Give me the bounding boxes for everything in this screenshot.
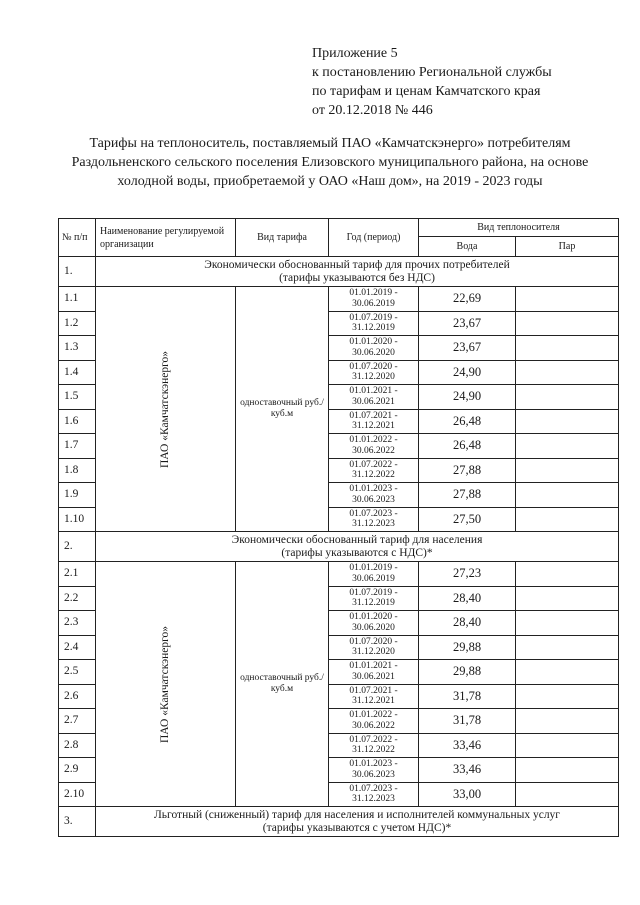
period-end: 30.06.2021 (352, 396, 395, 407)
period-end: 30.06.2022 (352, 445, 395, 456)
steam-value (516, 684, 619, 709)
water-value: 23,67 (419, 311, 516, 336)
header-period: Год (период) (329, 219, 419, 257)
period-end: 31.12.2021 (352, 421, 395, 432)
period-cell (329, 385, 419, 410)
period-start: 01.01.2022 - (349, 435, 398, 446)
row-num: 2.9 (59, 758, 96, 783)
period-start: 01.01.2020 - (349, 337, 398, 348)
org-name: ПАО «Камчатскэнерго» (158, 625, 171, 743)
water-value: 27,88 (419, 483, 516, 508)
steam-value (516, 758, 619, 783)
section-num: 2. (59, 532, 96, 562)
steam-value (516, 336, 619, 361)
period-start: 01.07.2020 - (349, 361, 398, 372)
header-water: Вода (419, 237, 516, 257)
period-cell (329, 409, 419, 434)
period-end: 31.12.2020 (352, 647, 395, 658)
row-num: 2.6 (59, 684, 96, 709)
period-cell (329, 684, 419, 709)
row-num: 1.7 (59, 434, 96, 459)
period-start: 01.01.2023 - (349, 759, 398, 770)
period-start: 01.01.2023 - (349, 484, 398, 495)
steam-value (516, 385, 619, 410)
section-title-line: Экономически обоснованный тариф для населения (231, 533, 483, 546)
steam-value (516, 507, 619, 532)
period-cell (329, 709, 419, 734)
period-start: 01.01.2022 - (349, 710, 398, 721)
row-num: 1.9 (59, 483, 96, 508)
period-cell (329, 287, 419, 312)
appendix-block (312, 44, 552, 120)
row-num: 1.2 (59, 311, 96, 336)
row-num: 1.3 (59, 336, 96, 361)
section-row (59, 532, 619, 562)
water-value: 22,69 (419, 287, 516, 312)
period-cell (329, 507, 419, 532)
period-end: 30.06.2019 (352, 573, 395, 584)
row-num: 1.4 (59, 360, 96, 385)
header-tariff-type: Вид тарифа (236, 219, 329, 257)
section-title-line: (тарифы указываются с учетом НДС)* (262, 821, 452, 834)
period-end: 31.12.2023 (352, 519, 395, 530)
section-title-line: (тарифы указываются с НДС)* (281, 546, 433, 559)
appendix-line: к постановлению Региональной службы (312, 65, 552, 80)
water-value: 29,88 (419, 660, 516, 685)
period-start: 01.01.2021 - (349, 661, 398, 672)
water-value: 24,90 (419, 360, 516, 385)
period-cell (329, 360, 419, 385)
row-num: 2.2 (59, 586, 96, 611)
tariff-type: одноставочный руб./куб.м (236, 287, 329, 532)
document-title: Тарифы на теплоноситель, поставляемый ПАО «Камчатскэнерго» потребителям Раздольненского сельского поселения Елизовского муниципального района, на основе холодной воды, приобретаемой у ОАО «Наш дом», на 2019 - 2023 годы (71, 136, 589, 189)
water-value: 27,88 (419, 458, 516, 483)
steam-value (516, 360, 619, 385)
steam-value (516, 483, 619, 508)
row-num: 1.8 (59, 458, 96, 483)
water-value: 31,78 (419, 684, 516, 709)
period-start: 01.07.2019 - (349, 587, 398, 598)
steam-value (516, 409, 619, 434)
water-value: 33,00 (419, 782, 516, 807)
period-end: 31.12.2022 (352, 745, 395, 756)
water-value: 23,67 (419, 336, 516, 361)
period-start: 01.07.2022 - (349, 459, 398, 470)
org-name-cell (96, 562, 236, 807)
appendix-line: по тарифам и ценам Камчатского края (312, 84, 541, 99)
period-start: 01.01.2019 - (349, 288, 398, 299)
period-end: 30.06.2023 (352, 769, 395, 780)
period-cell (329, 782, 419, 807)
period-cell (329, 660, 419, 685)
row-num: 2.7 (59, 709, 96, 734)
period-cell (329, 635, 419, 660)
period-start: 01.01.2020 - (349, 612, 398, 623)
steam-value (516, 635, 619, 660)
period-start: 01.07.2023 - (349, 783, 398, 794)
header-steam: Пар (516, 237, 619, 257)
period-end: 31.12.2022 (352, 470, 395, 481)
row-num: 2.5 (59, 660, 96, 685)
period-end: 30.06.2020 (352, 622, 395, 633)
period-end: 31.12.2019 (352, 323, 395, 334)
period-start: 01.07.2023 - (349, 508, 398, 519)
steam-value (516, 709, 619, 734)
row-num: 1.5 (59, 385, 96, 410)
tariff-table (58, 218, 619, 837)
section-title (96, 257, 619, 287)
section-title-line: Экономически обоснованный тариф для прочих потребителей (204, 258, 510, 271)
section-row (59, 257, 619, 287)
period-start: 01.01.2021 - (349, 386, 398, 397)
period-end: 31.12.2023 (352, 794, 395, 805)
water-value: 27,23 (419, 562, 516, 587)
section-title (96, 807, 619, 837)
period-end: 31.12.2020 (352, 372, 395, 383)
steam-value (516, 660, 619, 685)
row-num: 2.3 (59, 611, 96, 636)
water-value: 26,48 (419, 409, 516, 434)
appendix-line: Приложение 5 (312, 46, 398, 61)
period-cell (329, 758, 419, 783)
steam-value (516, 782, 619, 807)
water-value: 28,40 (419, 611, 516, 636)
period-end: 30.06.2022 (352, 720, 395, 731)
table-row (59, 562, 619, 587)
row-num: 2.1 (59, 562, 96, 587)
period-start: 01.07.2022 - (349, 734, 398, 745)
header-num: № п/п (59, 219, 96, 257)
row-num: 2.4 (59, 635, 96, 660)
row-num: 1.6 (59, 409, 96, 434)
period-end: 30.06.2019 (352, 298, 395, 309)
steam-value (516, 562, 619, 587)
period-cell (329, 311, 419, 336)
period-start: 01.07.2019 - (349, 312, 398, 323)
table-row (59, 287, 619, 312)
water-value: 27,50 (419, 507, 516, 532)
water-value: 33,46 (419, 733, 516, 758)
period-start: 01.01.2019 - (349, 563, 398, 574)
steam-value (516, 458, 619, 483)
period-cell (329, 586, 419, 611)
steam-value (516, 311, 619, 336)
steam-value (516, 611, 619, 636)
section-title (96, 532, 619, 562)
section-num: 3. (59, 807, 96, 837)
row-num: 1.1 (59, 287, 96, 312)
section-title-line: (тарифы указываются без НДС) (279, 271, 435, 284)
water-value: 26,48 (419, 434, 516, 459)
period-end: 30.06.2021 (352, 671, 395, 682)
period-cell (329, 611, 419, 636)
water-value: 24,90 (419, 385, 516, 410)
period-cell (329, 562, 419, 587)
water-value: 28,40 (419, 586, 516, 611)
steam-value (516, 287, 619, 312)
period-start: 01.07.2021 - (349, 685, 398, 696)
steam-value (516, 586, 619, 611)
period-cell (329, 458, 419, 483)
row-num: 1.10 (59, 507, 96, 532)
period-end: 30.06.2020 (352, 347, 395, 358)
water-value: 33,46 (419, 758, 516, 783)
period-end: 31.12.2019 (352, 598, 395, 609)
tariff-type: одноставочный руб./куб.м (236, 562, 329, 807)
header-org: Наименование регулируемой организации (96, 219, 236, 257)
appendix-line: от 20.12.2018 № 446 (312, 103, 433, 118)
row-num: 2.8 (59, 733, 96, 758)
water-value: 31,78 (419, 709, 516, 734)
period-cell (329, 733, 419, 758)
period-end: 31.12.2021 (352, 696, 395, 707)
steam-value (516, 434, 619, 459)
org-name-cell (96, 287, 236, 532)
section-title-line: Льготный (сниженный) тариф для населения и исполнителей коммунальных услуг (153, 808, 561, 821)
header-carrier: Вид теплоносителя (419, 219, 619, 237)
period-cell (329, 434, 419, 459)
period-cell (329, 336, 419, 361)
org-name: ПАО «Камчатскэнерго» (158, 350, 171, 468)
period-start: 01.07.2021 - (349, 410, 398, 421)
period-end: 30.06.2023 (352, 494, 395, 505)
period-cell (329, 483, 419, 508)
water-value: 29,88 (419, 635, 516, 660)
row-num: 2.10 (59, 782, 96, 807)
period-start: 01.07.2020 - (349, 636, 398, 647)
section-num: 1. (59, 257, 96, 287)
steam-value (516, 733, 619, 758)
section-row (59, 807, 619, 837)
